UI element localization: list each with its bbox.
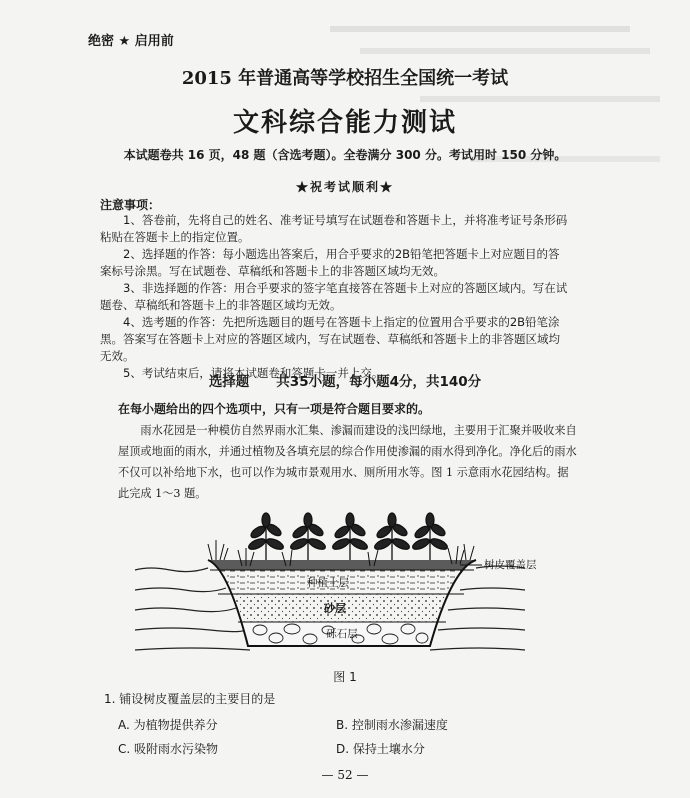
label-sand: 砂层 <box>324 602 346 615</box>
note-item: 4、选考题的作答：先把所选题目的题号在答题卡上指定的位置用合乎要求的2B铅笔涂黑。答案写在答题卡上对应的答题区域内，写在试题卷、草稿纸和答题卡上的非答题区域均无效。 <box>100 315 560 363</box>
page-number: — 52 — <box>321 768 369 782</box>
exam-info: 本试题卷共 16 页，48 题（含选考题）。全卷满分 300 分。考试用时 150 分钟。 <box>123 148 567 162</box>
plant <box>373 513 411 560</box>
bleed-through-2 <box>360 48 650 54</box>
paper-title: 文科综合能力测试 <box>232 108 457 138</box>
plant <box>331 513 369 560</box>
notes-list <box>100 212 570 382</box>
question-stem: 1. 铺设树皮覆盖层的主要目的是 <box>104 692 276 706</box>
exam-title: 2015 年普通高等学校招生全国统一考试 <box>181 68 509 89</box>
label-gravel: 砾石层 <box>326 628 358 640</box>
note-item: 5、考试结束后，请将本试题卷和答题卡一并上交。 <box>123 366 384 380</box>
plants <box>208 513 474 566</box>
mulch-layer <box>200 560 490 570</box>
option-a[interactable]: A. 为植物提供养分 <box>118 718 218 732</box>
rain-garden-diagram <box>130 508 537 660</box>
note-item: 2、选择题的作答：每小题选出答案后，用合乎要求的2B铅笔把答题卡上对应题目的答案标号涂黑。写在试题卷、草稿纸和答题卡上的非答题区域均无效。 <box>100 247 560 278</box>
plant <box>289 513 327 560</box>
passage-text: 雨水花园是一种模仿自然界雨水汇集、渗漏而建设的浅凹绿地，主要用于汇聚并吸收来自屋顶或地面的雨水，并通过植物及各填充层的综合作用使渗漏的雨水得到净化。净化后的雨水不仅可以补给地下水，也可以作为城市景观用水、厕所用水等。图 1 示意雨水花园结构。据此完成 1～3 题。 <box>118 424 577 500</box>
option-d[interactable]: D. 保持土壤水分 <box>336 742 425 756</box>
figure-caption: 图 1 <box>333 670 357 684</box>
notes-title: 注意事项： <box>100 198 161 212</box>
section-heading: 选择题 共35小题，每小题4分，共140分 <box>208 374 482 390</box>
option-b[interactable]: B. 控制雨水渗漏速度 <box>336 718 448 732</box>
plant <box>247 513 285 560</box>
bleed-through-1 <box>330 26 630 32</box>
option-c[interactable]: C. 吸附雨水污染物 <box>118 742 219 756</box>
label-soil: 种植土层 <box>307 577 349 589</box>
plant <box>411 513 449 560</box>
note-item: 1、答卷前，先将自己的姓名、准考证号填写在试题卷和答题卡上，并将准考证号条形码粘贴在答题卡上的指定位置。 <box>100 213 568 244</box>
good-luck-banner: ★祝考试顺利★ <box>295 180 394 194</box>
section-instruction: 在每小题给出的四个选项中，只有一项是符合题目要求的。 <box>118 402 431 416</box>
label-mulch: 树皮覆盖层 <box>484 559 537 571</box>
confidential-mark: 绝密 ★ 启用前 <box>88 34 174 49</box>
reading-passage <box>118 420 578 504</box>
note-item: 3、非选择题的作答：用合乎要求的签字笔直接答在答题卡上对应的答题区域内。写在试题卷、草稿纸和答题卡上的非答题区域均无效。 <box>100 281 568 312</box>
